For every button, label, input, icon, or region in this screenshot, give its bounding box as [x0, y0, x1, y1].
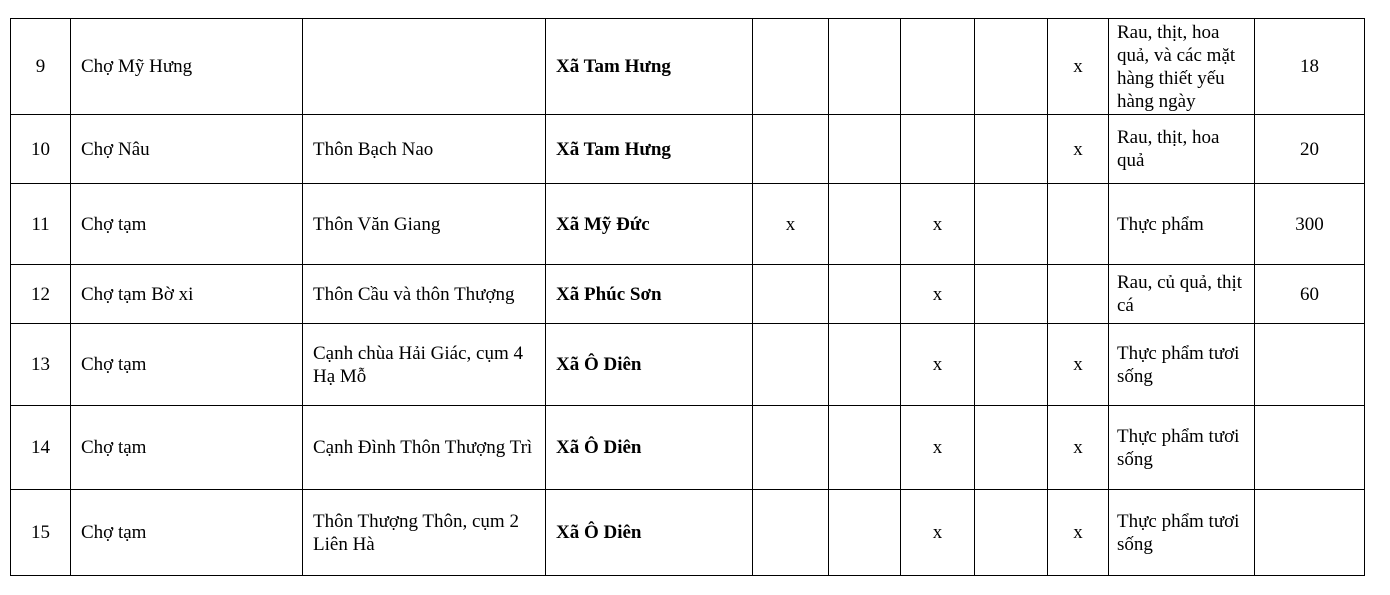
mark-col-4: [975, 115, 1048, 184]
mark-col-3: x: [901, 406, 975, 490]
goods-type: Rau, thịt, hoa quả: [1109, 115, 1255, 184]
mark-col-2: [829, 184, 901, 265]
market-name: Chợ tạm: [71, 324, 303, 406]
trader-count: 300: [1255, 184, 1365, 265]
mark-col-1: [753, 324, 829, 406]
market-location: Thôn Thượng Thôn, cụm 2 Liên Hà: [303, 490, 546, 576]
row-number: 15: [11, 490, 71, 576]
table-row: [11, 265, 1365, 324]
commune: Xã Ô Diên: [546, 406, 753, 490]
row-number: 11: [11, 184, 71, 265]
mark-col-3: [901, 115, 975, 184]
mark-col-3: [901, 19, 975, 115]
mark-col-5: x: [1048, 406, 1109, 490]
market-name: Chợ Mỹ Hưng: [71, 19, 303, 115]
mark-col-2: [829, 115, 901, 184]
market-location: [303, 19, 546, 115]
trader-count: [1255, 490, 1365, 576]
mark-col-1: [753, 19, 829, 115]
mark-col-4: [975, 490, 1048, 576]
commune: Xã Ô Diên: [546, 324, 753, 406]
mark-col-3: x: [901, 265, 975, 324]
row-number: 9: [11, 19, 71, 115]
mark-col-1: [753, 115, 829, 184]
commune: Xã Mỹ Đức: [546, 184, 753, 265]
mark-col-1: [753, 406, 829, 490]
mark-col-3: x: [901, 490, 975, 576]
market-name: Chợ tạm Bờ xi: [71, 265, 303, 324]
market-name: Chợ tạm: [71, 406, 303, 490]
mark-col-1: [753, 490, 829, 576]
commune: Xã Tam Hưng: [546, 115, 753, 184]
goods-type: Thực phẩm tươi sống: [1109, 406, 1255, 490]
commune: Xã Ô Diên: [546, 490, 753, 576]
mark-col-1: [753, 265, 829, 324]
mark-col-2: [829, 490, 901, 576]
market-location: Thôn Bạch Nao: [303, 115, 546, 184]
mark-col-5: x: [1048, 19, 1109, 115]
mark-col-4: [975, 406, 1048, 490]
trader-count: 18: [1255, 19, 1365, 115]
table-row: [11, 406, 1365, 490]
markets-table: [10, 18, 1365, 576]
mark-col-2: [829, 265, 901, 324]
mark-col-2: [829, 19, 901, 115]
row-number: 13: [11, 324, 71, 406]
mark-col-5: [1048, 184, 1109, 265]
goods-type: Rau, củ quả, thịt cá: [1109, 265, 1255, 324]
mark-col-5: x: [1048, 115, 1109, 184]
mark-col-4: [975, 324, 1048, 406]
market-location: Thôn Cầu và thôn Thượng: [303, 265, 546, 324]
mark-col-4: [975, 184, 1048, 265]
market-location: Cạnh chùa Hải Giác, cụm 4 Hạ Mỗ: [303, 324, 546, 406]
market-location: Thôn Văn Giang: [303, 184, 546, 265]
trader-count: [1255, 324, 1365, 406]
mark-col-4: [975, 19, 1048, 115]
market-name: Chợ tạm: [71, 184, 303, 265]
mark-col-2: [829, 324, 901, 406]
mark-col-3: x: [901, 324, 975, 406]
goods-type: Rau, thịt, hoa quả, và các mặt hàng thiết yếu hàng ngày: [1109, 19, 1255, 115]
mark-col-5: x: [1048, 490, 1109, 576]
mark-col-2: [829, 406, 901, 490]
goods-type: Thực phẩm: [1109, 184, 1255, 265]
mark-col-1: x: [753, 184, 829, 265]
commune: Xã Tam Hưng: [546, 19, 753, 115]
table-row: [11, 324, 1365, 406]
goods-type: Thực phẩm tươi sống: [1109, 324, 1255, 406]
trader-count: 20: [1255, 115, 1365, 184]
market-name: Chợ Nâu: [71, 115, 303, 184]
mark-col-4: [975, 265, 1048, 324]
market-name: Chợ tạm: [71, 490, 303, 576]
row-number: 14: [11, 406, 71, 490]
trader-count: [1255, 406, 1365, 490]
table-row: [11, 490, 1365, 576]
row-number: 12: [11, 265, 71, 324]
mark-col-5: [1048, 265, 1109, 324]
table-row: [11, 184, 1365, 265]
table-row: [11, 19, 1365, 115]
trader-count: 60: [1255, 265, 1365, 324]
market-location: Cạnh Đình Thôn Thượng Trì: [303, 406, 546, 490]
mark-col-5: x: [1048, 324, 1109, 406]
commune: Xã Phúc Sơn: [546, 265, 753, 324]
row-number: 10: [11, 115, 71, 184]
goods-type: Thực phẩm tươi sống: [1109, 490, 1255, 576]
mark-col-3: x: [901, 184, 975, 265]
table-row: [11, 115, 1365, 184]
